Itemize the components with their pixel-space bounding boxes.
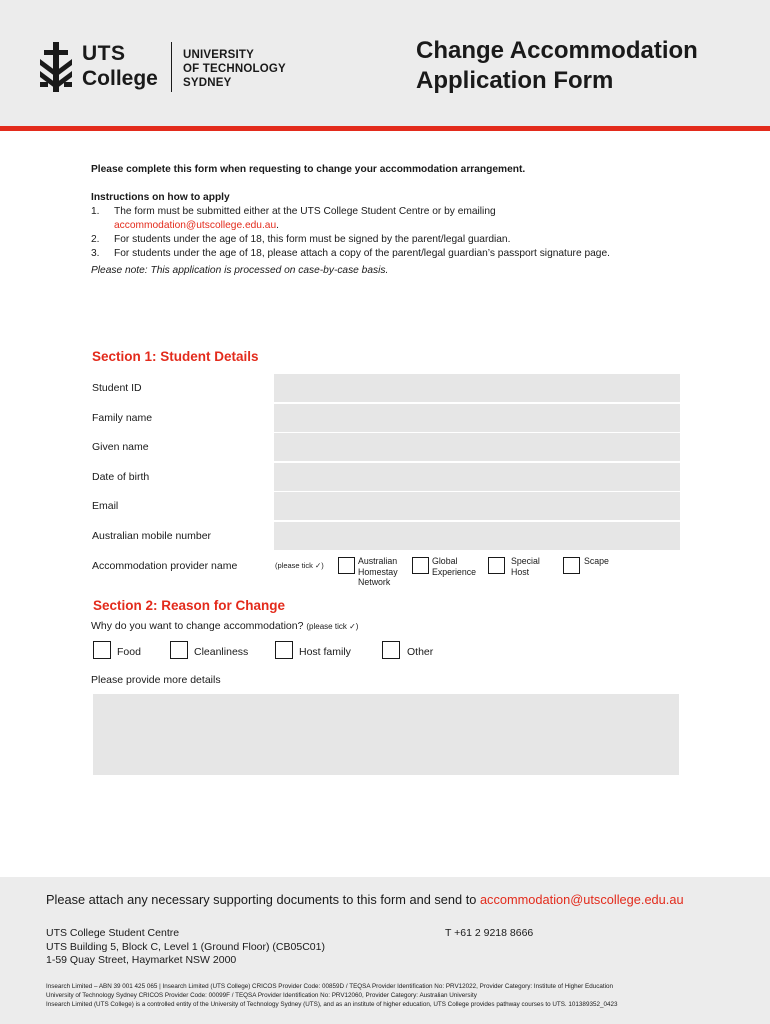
student-id-label: Student ID	[92, 382, 142, 394]
provider-scape-label: Scape	[584, 556, 609, 566]
instruction-text: For students under the age of 18, please attach a copy of the parent/legal guardian’s passport signature page.	[114, 248, 610, 259]
provider-global-experience-checkbox[interactable]	[412, 557, 429, 574]
instruction-item	[91, 247, 631, 261]
instruction-text: .	[276, 220, 279, 231]
family-name-row	[91, 404, 681, 432]
intro-block	[91, 163, 691, 278]
logo-uts-text: UTS	[82, 42, 126, 65]
university-name-line: OF TECHNOLOGY	[183, 63, 286, 75]
instruction-number: 1.	[91, 206, 100, 217]
footer-attach-text	[46, 892, 684, 907]
footer-address	[46, 927, 325, 968]
reason-tick-note: (please tick ✓)	[306, 622, 359, 631]
footer-address-line: UTS Building 5, Block C, Level 1 (Ground Floor) (CB05C01)	[46, 940, 325, 953]
intro-lead: Please complete this form when requesting to change your accommodation arrangement.	[91, 164, 526, 175]
instruction-number: 3.	[91, 248, 100, 259]
university-name-line: SYDNEY	[183, 77, 232, 89]
university-name-line: UNIVERSITY	[183, 49, 255, 61]
page-title-line: Application Form	[416, 67, 614, 94]
instruction-item	[91, 233, 691, 247]
footer-address-line: 1-59 Quay Street, Haymarket NSW 2000	[46, 954, 237, 966]
family-name-field[interactable]	[274, 404, 680, 432]
footer-attach-instruction: Please attach any necessary supporting documents to this form and send to	[46, 892, 477, 907]
provider-name-label: Accommodation provider name	[92, 560, 238, 572]
provider-ahn-checkbox[interactable]	[338, 557, 355, 574]
page-title	[416, 36, 698, 96]
header-divider	[0, 126, 770, 131]
more-details-label: Please provide more details	[91, 674, 221, 686]
email-row	[91, 492, 681, 520]
instruction-number: 2.	[91, 234, 100, 245]
logo-divider	[171, 42, 172, 92]
reason-host-family-checkbox[interactable]	[275, 641, 293, 659]
email-label: Email	[92, 500, 119, 512]
reason-cleanliness-checkbox[interactable]	[170, 641, 188, 659]
footer-phone: T +61 2 9218 8666	[445, 927, 534, 939]
reason-cleanliness-label: Cleanliness	[194, 646, 249, 658]
reason-food-checkbox[interactable]	[93, 641, 111, 659]
student-id-row	[91, 374, 681, 402]
student-id-field[interactable]	[274, 374, 680, 402]
mobile-number-row	[91, 522, 681, 550]
provider-special-host-checkbox[interactable]	[488, 557, 505, 574]
reason-food-label: Food	[117, 646, 141, 658]
email-field[interactable]	[274, 492, 680, 520]
family-name-label: Family name	[92, 412, 153, 424]
provider-global-experience-label: Global Experience	[432, 556, 477, 577]
provider-scape-checkbox[interactable]	[563, 557, 580, 574]
more-details-textarea[interactable]	[93, 694, 679, 775]
logo-college-text: College	[82, 67, 158, 90]
instruction-item	[91, 205, 691, 233]
page-title-line: Change Accommodation	[416, 37, 698, 64]
reason-question	[91, 620, 358, 632]
date-of-birth-label: Date of birth	[92, 471, 150, 483]
instructions-list	[91, 205, 691, 261]
reason-question-text: Why do you want to change accommodation?	[91, 620, 304, 632]
provider-ahn-label: Australian Homestay Network	[358, 556, 398, 587]
uts-logo-mark-icon	[40, 42, 72, 92]
provider-special-host-label: Special Host	[511, 556, 540, 577]
footer-legal-line: Insearch Limited (UTS College) is a controlled entity of the University of Technology Sydney (UTS), and as an institute of higher education, UTS College provides pathway courses to UTS. 101389352_0423	[46, 1001, 618, 1008]
provider-tick-note: (please tick ✓)	[275, 561, 324, 570]
given-name-row	[91, 433, 681, 461]
instruction-text: The form must be submitted either at the UTS College Student Centre or by emailing	[114, 206, 496, 217]
reason-host-family-label: Host family	[299, 646, 351, 658]
mobile-number-field[interactable]	[274, 522, 680, 550]
footer-address-line: UTS College Student Centre	[46, 927, 180, 939]
accommodation-email-link[interactable]: accommodation@utscollege.edu.au	[114, 220, 277, 231]
section2-title: Section 2: Reason for Change	[93, 598, 286, 613]
given-name-field[interactable]	[274, 433, 680, 461]
footer-email-link[interactable]: accommodation@utscollege.edu.au	[479, 892, 684, 907]
section1-title: Section 1: Student Details	[92, 349, 259, 364]
university-name	[183, 48, 286, 90]
processing-note: Please note: This application is processed on case-by-case basis.	[91, 265, 389, 276]
mobile-number-label: Australian mobile number	[92, 530, 212, 542]
footer-legal-line: University of Technology Sydney CRICOS Provider Code: 00099F / TEQSA Provider Identification No: PRV12060, Provider Category: Australian University	[46, 992, 477, 999]
reason-other-label: Other	[407, 646, 434, 658]
instructions-heading: Instructions on how to apply	[91, 192, 230, 203]
date-of-birth-row	[91, 463, 681, 491]
uts-college-logo	[40, 40, 160, 92]
footer-legal	[46, 982, 736, 1009]
reason-other-checkbox[interactable]	[382, 641, 400, 659]
date-of-birth-field[interactable]	[274, 463, 680, 491]
given-name-label: Given name	[92, 441, 149, 453]
instruction-text: For students under the age of 18, this form must be signed by the parent/legal guardian.	[114, 234, 511, 245]
footer-legal-line: Insearch Limited – ABN 39 001 425 065 | Insearch Limited (UTS College) CRICOS Provider Code: 00859D / TEQSA Provider Identification No: PRV12022, Provider Category: Institute of Higher Education	[46, 983, 614, 990]
